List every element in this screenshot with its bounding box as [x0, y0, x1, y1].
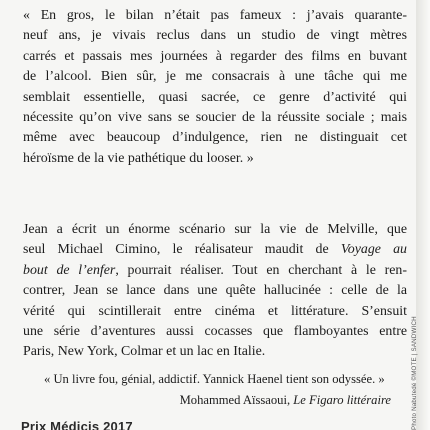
quote-line: même avec beaucoup d’indulgence, rien ne distinguait cet	[23, 130, 407, 146]
photo-credit: Photo Nabutedé ©MOTE | SANDWICH	[411, 316, 418, 430]
summary-line: contrer, Jean se lance dans une quête hallucinée : celle de la	[23, 283, 407, 299]
quote-line: semblait essentielle, quasi sacrée, ce genre d’activité qui	[23, 89, 407, 105]
review-quote: « Un livre fou, génial, addictif. Yannick Haenel tient son odyssée. »	[44, 372, 385, 386]
summary-text: seul Michael Cimino, le réalisateur maudit de	[23, 242, 341, 258]
summary-line	[23, 261, 407, 281]
quote-line: nécessite qu’on vive sans se soucier de la réussite sociale ; mais	[23, 109, 407, 125]
prize-label: Prix Médicis 2017	[21, 419, 133, 430]
quote-line: carrés et passais mes journées à regarder des films en buvant	[23, 48, 407, 64]
summary-line: Paris, New York, Colmar et un lac en Italie.	[23, 344, 266, 360]
press-review	[44, 369, 391, 410]
film-title: Voyage au	[340, 242, 407, 258]
book-summary	[23, 220, 407, 363]
summary-line: Jean a écrit un énorme scénario sur la vie de Melville, que	[23, 222, 407, 237]
quote-line: héroïsme de la vie pathétique du looser. »	[23, 150, 254, 166]
summary-line	[23, 240, 407, 260]
review-source: Le Figaro littéraire	[293, 392, 391, 407]
summary-line: vérité qui scintillerait entre cinéma et littérature. S’ensuit	[23, 303, 407, 319]
excerpt-quote	[23, 6, 407, 169]
quote-line: « En gros, le bilan n’était pas fameux : j’avais quarante-	[23, 8, 407, 23]
film-title: bout de l’enfer	[23, 262, 116, 278]
summary-line: une série d’aventures aussi cocasses que flamboyantes entre	[23, 323, 407, 339]
quote-line: de l’alcool. Bien sûr, je me consacrais à une tâche qui me	[23, 69, 407, 85]
review-author: Mohammed Aïssaoui,	[179, 392, 294, 407]
review-attribution	[44, 390, 391, 411]
summary-text: , pourrait réaliser. Tout en cherchant à le ren-	[115, 262, 407, 278]
cover-edge	[416, 0, 430, 430]
quote-line: neuf ans, je vivais reclus dans un studio de vingt mètres	[23, 28, 407, 44]
